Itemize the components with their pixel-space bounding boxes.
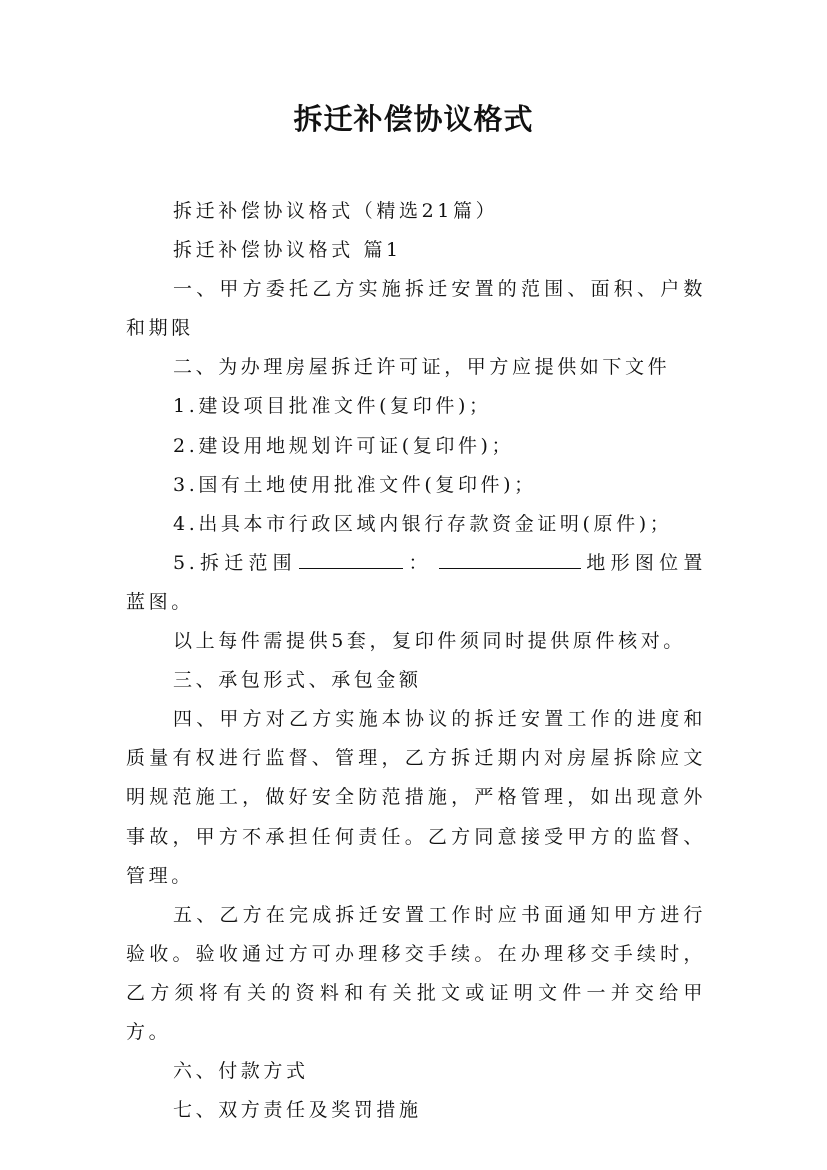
document-item-3: 3.国有土地使用批准文件(复印件)； (173, 473, 537, 496)
copies-note: 以上每件需提供5套，复印件须同时提供原件核对。 (173, 630, 686, 653)
document-title: 拆迁补偿协议格式 (293, 102, 534, 136)
clause-4: 四、甲方对乙方实施本协议的拆迁安置工作的进度和质量有权进行监督、管理，乙方拆迁期内对房屋拆除应文明规范施工，做好安全防范措施，严格管理，如出现意外事故，甲方不承担任何责任。乙方同意接受甲方的监督、管理。 (126, 708, 706, 887)
document-item-1: 1.建设项目批准文件(复印件)； (173, 395, 492, 418)
section-heading: 拆迁补偿协议格式 篇1 (173, 239, 402, 262)
clause-3: 三、承包形式、承包金额 (173, 669, 422, 692)
document-item-2: 2.建设用地规划许可证(复印件)； (173, 434, 515, 457)
fill-in-blank (299, 545, 403, 569)
subtitle-paragraph: 拆迁补偿协议格式（精选21篇） (173, 200, 499, 222)
clause-7: 七、双方责任及奖罚措施 (173, 1099, 422, 1122)
clause-5: 五、乙方在完成拆迁安置工作时应书面通知甲方进行验收。验收通过方可办理移交手续。在办理移交手续时，乙方须将有关的资料和有关批文或证明文件一并交给甲方。 (126, 903, 706, 1043)
clause-6: 六、付款方式 (173, 1060, 309, 1083)
clause-1: 一、甲方委托乙方实施拆迁安置的范围、面积、户数和期限 (126, 278, 706, 340)
item-5-colon: ： (406, 551, 433, 574)
document-item-4: 4.出具本市行政区域内银行存款资金证明(原件)； (173, 512, 673, 535)
clause-2: 二、为办理房屋拆迁许可证，甲方应提供如下文件 (173, 356, 671, 379)
item-5-prefix: 5.拆迁范围 (173, 551, 297, 574)
document-body (126, 192, 706, 1130)
fill-in-blank (439, 545, 581, 569)
item-5-suffix: 地形图位置蓝图。 (126, 551, 706, 613)
document-item-5 (126, 544, 706, 622)
